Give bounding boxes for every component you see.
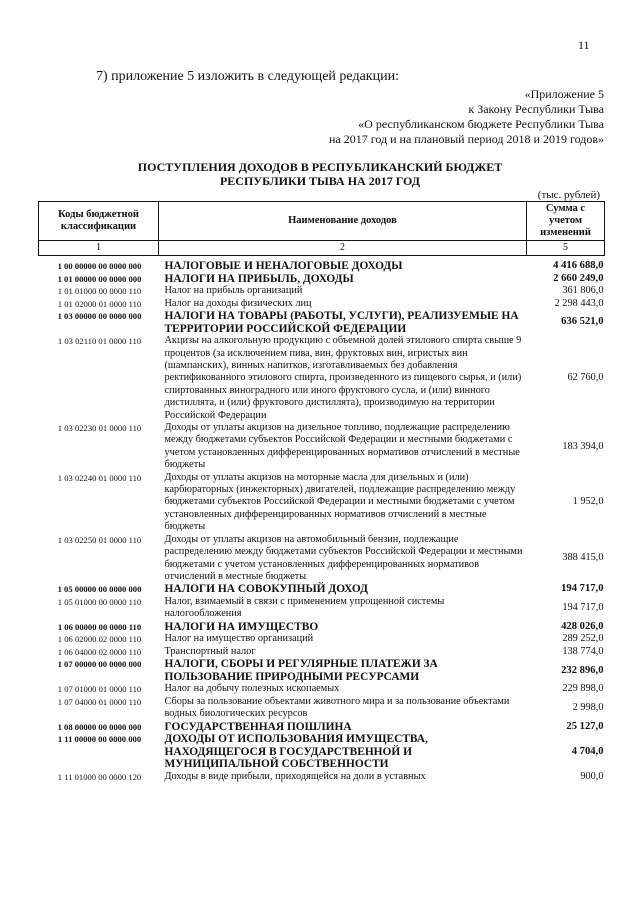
amount-cell: 25 127,0 [566,720,604,732]
header-name: Наименование доходов [159,202,527,241]
name-cell: Налог на добычу полезных ископаемых [164,683,340,695]
revenue-table [38,201,605,783]
name-cell: НАЛОГИ НА ТОВАРЫ (РАБОТЫ, УСЛУГИ), РЕАЛИЗУЕМЫЕ НА ТЕРРИТОРИИ РОССИЙСКОЙ ФЕДЕРАЦИИ [164,310,519,335]
amount-cell: 636 521,0 [561,316,604,328]
appendix-line: на 2017 год и на плановый период 2018 и 2019 годов» [328,132,604,146]
table-row [39,273,605,286]
table-row [39,422,605,472]
table-row [39,596,605,621]
amount-cell: 900,0 [580,770,604,782]
code-cell: 1 03 00000 00 0000 000 [57,311,142,321]
name-cell: Доходы в виде прибыли, приходящейся на доли в уставных [164,770,426,782]
name-cell: Доходы от уплаты акцизов на автомобильный бензин, подлежащие распределению между бюджетами субъектов Российской Федерации и местными бюджетами с учетом установленных дифференцированных нормативов отчислений в местные бюджеты [164,533,523,582]
amount-cell: 289 252,0 [562,633,604,645]
name-cell: Доходы от уплаты акцизов на моторные масла для дизельных и (или) карбюраторных (инжекторных) двигателей, подлежащие распределению между бюджетами субъектов Российской Федерации и местными бюджетами с учетом установленных дифференцированных нормативов отчислений в местные бюджеты [164,471,516,533]
column-number: 5 [527,241,605,256]
code-cell: 1 07 00000 00 0000 000 [57,659,142,670]
unit-label: (тыс. рублей) [537,189,600,201]
code-cell: 1 08 00000 00 0000 000 [57,721,142,732]
name-cell: НАЛОГИ НА ИМУЩЕСТВО [164,620,319,633]
code-cell: 1 07 04000 01 0000 110 [57,696,142,707]
table-row [39,310,605,335]
name-cell: Налог, взимаемый в связи с применением упрощенной системы налогообложения [164,595,445,620]
code-cell: 1 06 02000 02 0000 110 [57,634,142,645]
code-cell: 1 01 00000 00 0000 000 [57,273,142,284]
table-row [39,256,605,273]
name-cell: Налог на доходы физических лиц [164,297,312,309]
amount-cell: 1 952,0 [572,496,604,508]
code-cell: 1 03 02110 01 0000 110 [57,336,142,347]
name-cell: НАЛОГИ, СБОРЫ И РЕГУЛЯРНЫЕ ПЛАТЕЖИ ЗА ПОЛЬЗОВАНИЕ ПРИРОДНЫМИ РЕСУРСАМИ [164,658,438,683]
name-cell: ГОСУДАРСТВЕННАЯ ПОШЛИНА [164,720,352,733]
table-row [39,621,605,634]
table-row [39,583,605,596]
code-cell: 1 03 02250 01 0000 110 [57,534,142,545]
amount-cell: 2 660 249,0 [553,272,604,284]
amount-cell: 2 298 443,0 [554,297,604,309]
table-row [39,696,605,721]
table-row [39,683,605,695]
amount-cell: 388 415,0 [562,552,604,564]
column-number: 1 [39,241,159,256]
table-row [39,733,605,771]
code-cell: 1 06 00000 00 0000 110 [57,621,142,632]
code-cell: 1 06 04000 02 0000 110 [57,646,142,657]
code-cell: 1 03 02240 01 0000 110 [57,472,142,483]
header-amount: Сумма с учетом изменений [527,202,605,241]
amount-cell: 2 998,0 [572,701,604,713]
amount-cell: 229 898,0 [562,683,604,695]
code-cell: 1 05 01000 00 0000 110 [57,596,142,607]
name-cell: Налог на имущество организаций [164,633,314,645]
amount-cell: 428 026,0 [561,620,604,632]
intro-text: 7) приложение 5 изложить в следующей редакции: [96,69,399,84]
name-cell: Доходы от уплаты акцизов на дизельное топливо, подлежащие распределению между бюджетами субъектов Российской Федерации и местными бюджетами с учетом установленных дифференцированных нормативов отчислений в местные бюджеты [164,422,520,471]
page-number: 11 [578,38,590,52]
name-cell: Транспортный налог [164,645,256,657]
amount-cell: 62 760,0 [567,372,604,384]
code-cell: 1 00 00000 00 0000 000 [57,261,142,271]
title-line: ПОСТУПЛЕНИЯ ДОХОДОВ В РЕСПУБЛИКАНСКИЙ БЮДЖЕТ [137,160,503,174]
table-row [39,298,605,310]
amount-cell: 138 774,0 [562,645,604,657]
amount-cell: 4 704,0 [571,745,604,757]
table-body [39,256,605,784]
name-cell: Сборы за пользование объектами животного мира и за пользование объектами водных биологических ресурсов [164,695,510,720]
table-row [39,646,605,658]
code-cell: 1 11 01000 00 0000 120 [57,771,142,782]
amount-cell: 361 806,0 [562,285,604,297]
name-cell: Акцизы на алкогольную продукцию с объемной долей этилового спирта свыше 9 процентов (за исключением пива, вин, фруктовых вин, игристых вин (шампанских), винных напитков, изготавливаемых без добавления ректификованного этилового спирта, произведенного из пищевого сырья, и (или) спиртованных виноградного или иного фруктового сусла, и (или) винного дистиллята, и (или) фруктового дистиллята), производимую на территории Российской Федерации [164,335,522,421]
name-cell: НАЛОГИ НА СОВОКУПНЫЙ ДОХОД [164,583,368,596]
appendix-line: «Приложение 5 [524,87,604,101]
column-number: 2 [159,241,527,256]
amount-cell: 4 416 688,0 [553,260,604,272]
code-cell: 1 05 00000 00 0000 000 [57,584,142,595]
document-title [60,160,580,188]
title-line: РЕСПУБЛИКИ ТЫВА НА 2017 ГОД [219,174,421,188]
name-cell: ДОХОДЫ ОТ ИСПОЛЬЗОВАНИЯ ИМУЩЕСТВА, НАХОДЯЩЕГОСЯ В ГОСУДАРСТВЕННОЙ И МУНИЦИПАЛЬНОЙ СОБСТВЕННОСТИ [164,733,428,771]
table-row [39,658,605,683]
amount-cell: 183 394,0 [562,440,604,452]
amount-cell: 194 717,0 [561,583,604,595]
table-row [39,633,605,645]
appendix-line: «О республиканском бюджете Республики Тыва [358,117,604,131]
table-row [39,285,605,297]
header-codes: Коды бюджетной классификации [39,202,159,241]
code-cell: 1 01 01000 00 0000 110 [57,286,142,297]
code-cell: 1 03 02230 01 0000 110 [57,423,142,434]
table-row [39,771,605,783]
appendix-header [224,87,604,147]
name-cell: Налог на прибыль организаций [164,285,303,297]
code-cell: 1 07 01000 01 0000 110 [57,684,142,695]
code-cell: 1 11 00000 00 0000 000 [57,734,142,745]
appendix-line: к Закону Республики Тыва [468,102,604,116]
table-row [39,721,605,734]
name-cell: НАЛОГОВЫЕ И НЕНАЛОГОВЫЕ ДОХОДЫ [164,260,403,272]
table-row [39,534,605,584]
table-row [39,335,605,422]
name-cell: НАЛОГИ НА ПРИБЫЛЬ, ДОХОДЫ [164,272,354,285]
amount-cell: 194 717,0 [562,602,604,614]
code-cell: 1 01 02000 01 0000 110 [57,298,142,309]
amount-cell: 232 896,0 [561,664,604,676]
table-row [39,472,605,534]
